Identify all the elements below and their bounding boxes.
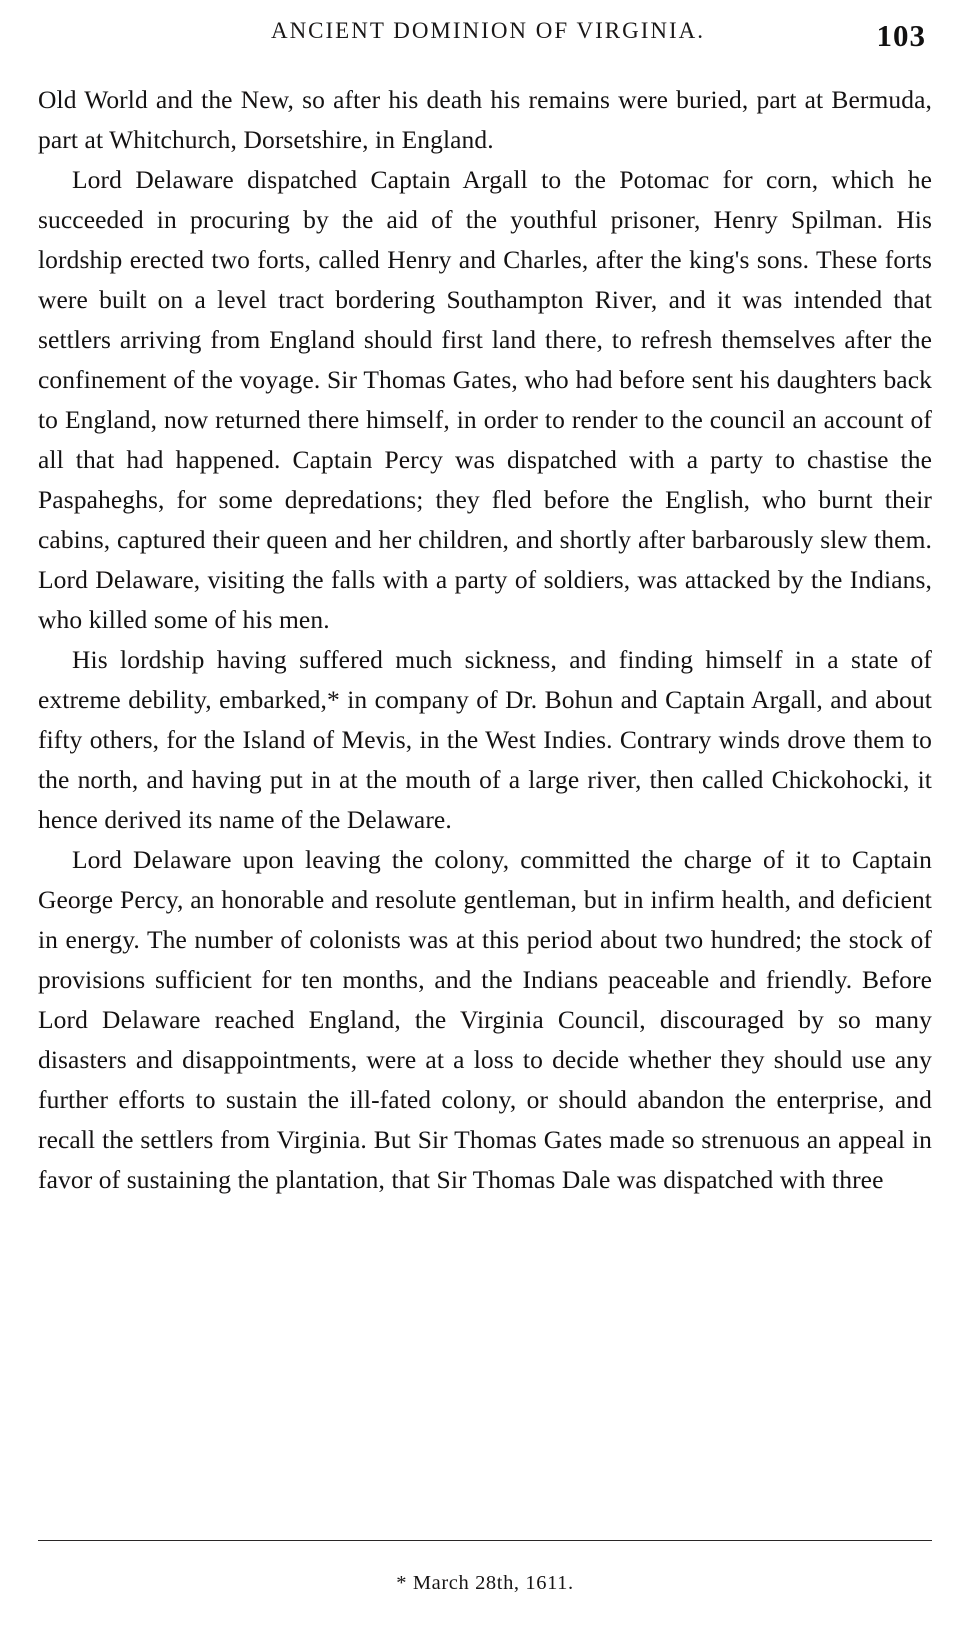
paragraph: Lord Delaware upon leaving the colony, committed the charge of it to Captain George Percy, an honorable and resolute gentleman, but in infirm health, and deficient in energy. The number of colonists was at this period about two hundred; the stock of provisions sufficient for ten months, and the Indians peaceable and friendly. Before Lord Delaware reached England, the Virginia Council, discouraged by so many disasters and disappointments, were at a loss to decide whether they should use any further efforts to sustain the ill-fated colony, or should abandon the enterprise, and recall the settlers from Virginia. But Sir Thomas Gates made so strenuous an appeal in favor of sustaining the plantation, that Sir Thomas Dale was dispatched with three [38,845,932,1194]
paragraph: Old World and the New, so after his death his remains were buried, part at Bermuda, part at Whitchurch, Dorsetshire, in England. [38,85,932,154]
page-number: 103 [876,18,926,53]
paragraph: Lord Delaware dispatched Captain Argall to the Potomac for corn, which he succeeded in procuring by the aid of the youthful prisoner, Henry Spilman. His lordship erected two forts, called Henry and Charles, after the king's sons. These forts were built on a level tract bordering Southampton River, and it was intended that settlers arriving from England should first land there, to refresh themselves after the confinement of the voyage. Sir Thomas Gates, who had before sent his daughters back to England, now returned there himself, in order to render to the council an account of all that had happened. Captain Percy was dispatched with a party to chastise the Paspaheghs, for some depredations; they fled before the English, who burnt their cabins, captured their queen and her children, and shortly after barbarously slew them. Lord Delaware, visiting the falls with a party of soldiers, was attacked by the Indians, who killed some of his men. [38,165,932,634]
footnote: * March 28th, 1611. [396,1572,574,1594]
footnote-divider [38,1540,932,1541]
paragraph: His lordship having suffered much sickness, and finding himself in a state of extreme debility, embarked,* in company of Dr. Bohun and Captain Argall, and about fifty others, for the Island of Mevis, in the West Indies. Contrary winds drove them to the north, and having put in at the mouth of a large river, then called Chickohocki, it hence derived its name of the Delaware. [38,645,932,834]
running-head [38,18,932,64]
body-text [38,80,932,1200]
running-title: ANCIENT DOMINION OF VIRGINIA. [270,18,706,43]
